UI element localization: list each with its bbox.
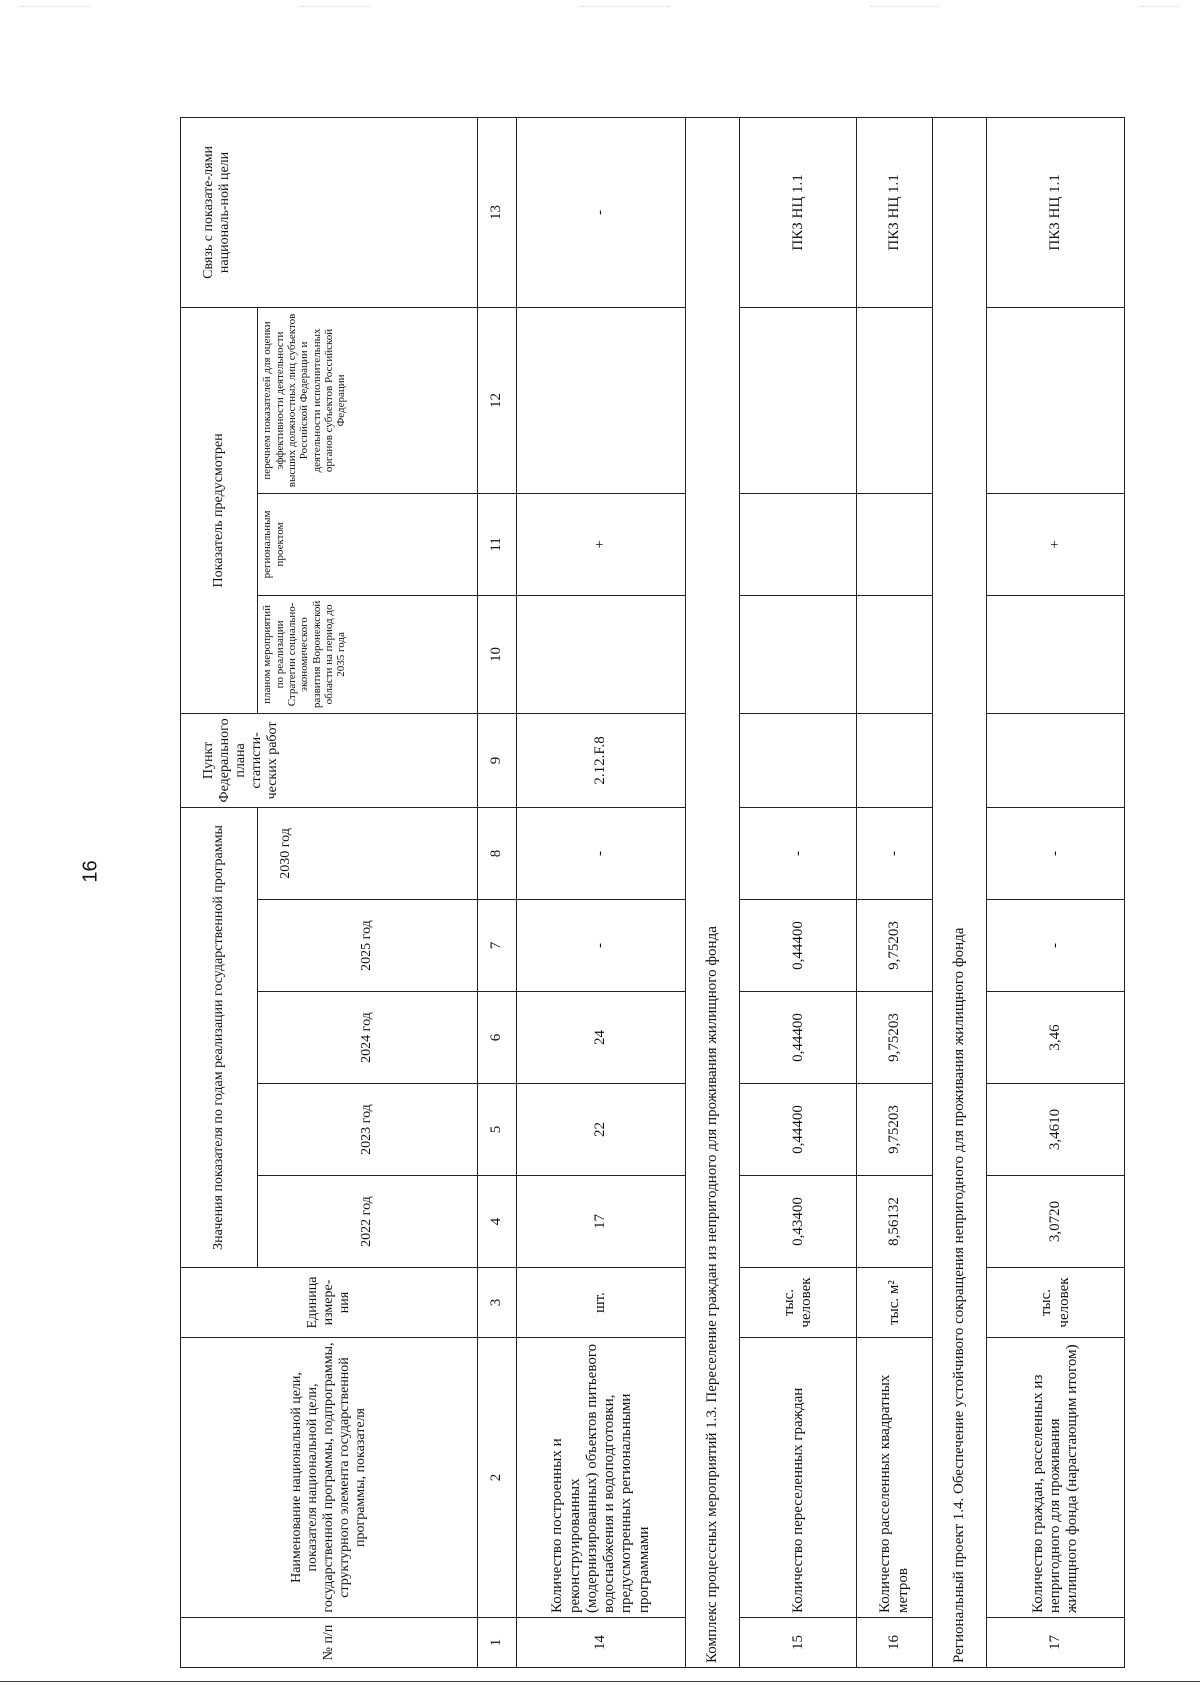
row-link: ПКЗ НЦ 1.1: [740, 117, 857, 307]
row-regional: [856, 493, 932, 595]
row-value-2022: 0,43400: [740, 1176, 857, 1268]
row-name: Количество переселенных граждан: [740, 1338, 857, 1618]
row-value-2024: 0,44400: [740, 992, 857, 1084]
header-unit: Единица измере-ния: [181, 1268, 478, 1338]
row-value-2023: 0,44400: [740, 1084, 857, 1176]
table-row: [516, 117, 686, 1667]
row-name: Количество граждан, расселенных из непригодного для проживания жилищного фонда (нарастающим итогом): [987, 1338, 1125, 1618]
row-evaluation: [516, 307, 686, 493]
column-number: 11: [477, 493, 516, 595]
row-name: Количество расселенных квадратных метров: [856, 1338, 932, 1618]
row-evaluation: [856, 307, 932, 493]
row-strategy: [516, 595, 686, 713]
row-regional: +: [987, 493, 1125, 595]
column-number: 8: [477, 807, 516, 899]
row-strategy: [740, 595, 857, 713]
scan-artifact: [1140, 6, 1180, 15]
section-title: Региональный проект 1.4. Обеспечение устойчивого сокращения непригодного для проживания жилищного фонда: [933, 117, 987, 1667]
column-number: 5: [477, 1084, 516, 1176]
header-num: № п/п: [181, 1618, 478, 1668]
column-number: 2: [477, 1338, 516, 1618]
indicator-table-rotated: [180, 118, 1125, 1668]
header-year-2022: 2022 год: [258, 1176, 477, 1268]
row-value-2025: -: [516, 900, 686, 992]
section-header: [933, 117, 987, 1667]
row-num: 15: [740, 1618, 857, 1668]
column-number: 6: [477, 992, 516, 1084]
column-number: 3: [477, 1268, 516, 1338]
page-bottom-rule: [0, 1681, 1200, 1682]
row-strategy: [987, 595, 1125, 713]
column-number: 7: [477, 900, 516, 992]
row-num: 16: [856, 1618, 932, 1668]
header-strategy-plan: планом мероприятий по реализации Стратегии социально-экономического развития Воронежской области на период до 2035 года: [258, 595, 477, 713]
row-regional: [740, 493, 857, 595]
row-value-2030: -: [856, 807, 932, 899]
row-value-2030: -: [740, 807, 857, 899]
row-federal-plan: 2.12.F.8: [516, 713, 686, 807]
row-value-2025: 9,75203: [856, 900, 932, 992]
row-federal-plan: [740, 713, 857, 807]
row-federal-plan: [987, 713, 1125, 807]
column-number: 10: [477, 595, 516, 713]
row-name: Количество построенных и реконструированных (модернизированных) объектов питьевого водоснабжения и водоподготовки, предусмотренных региональными программами: [516, 1338, 686, 1618]
row-num: 17: [987, 1618, 1125, 1668]
row-value-2022: 8,56132: [856, 1176, 932, 1268]
row-unit: шт.: [516, 1268, 686, 1338]
row-link: ПКЗ НЦ 1.1: [856, 117, 932, 307]
header-federal-plan: Пункт Федерального плана статисти-ческих работ: [181, 713, 478, 807]
header-evaluation-list: перечнем показателей для оценки эффективности деятельности высших должностных лиц субъектов Российской Федерации и деятельности исполнительных органов субъектов Российской Федерации: [258, 307, 477, 493]
row-value-2030: -: [987, 807, 1125, 899]
table-row: [740, 117, 857, 1667]
row-evaluation: [987, 307, 1125, 493]
header-row-1: [181, 117, 258, 1667]
indicator-table: [180, 117, 1125, 1668]
column-number-row: [477, 117, 516, 1667]
row-unit: тыс. человек: [740, 1268, 857, 1338]
page-number: 16: [79, 860, 102, 883]
table-row: [856, 117, 932, 1667]
column-number: 9: [477, 713, 516, 807]
row-value-2030: -: [516, 807, 686, 899]
row-value-2022: 17: [516, 1176, 686, 1268]
table-row: [987, 117, 1125, 1667]
row-value-2024: 24: [516, 992, 686, 1084]
row-link: -: [516, 117, 686, 307]
row-unit: тыс. м²: [856, 1268, 932, 1338]
column-number: 13: [477, 117, 516, 307]
row-link: ПКЗ НЦ 1.1: [987, 117, 1125, 307]
row-regional: +: [516, 493, 686, 595]
row-evaluation: [740, 307, 857, 493]
header-values-group: Значения показателя по годам реализации государственной программы: [181, 807, 258, 1267]
row-value-2023: 9,75203: [856, 1084, 932, 1176]
column-number: 1: [477, 1618, 516, 1668]
header-regional-project: региональным проектом: [258, 493, 477, 595]
scan-artifact: [300, 6, 370, 15]
section-title: Комплекс процессных мероприятий 1.3. Переселение граждан из непригодного для проживания жилищного фонда: [686, 117, 740, 1667]
header-year-2025: 2025 год: [258, 900, 477, 992]
row-value-2024: 3,46: [987, 992, 1125, 1084]
row-unit: тыс. человек: [987, 1268, 1125, 1338]
row-federal-plan: [856, 713, 932, 807]
column-number: 4: [477, 1176, 516, 1268]
row-value-2022: 3,0720: [987, 1176, 1125, 1268]
header-year-2023: 2023 год: [258, 1084, 477, 1176]
column-number: 12: [477, 307, 516, 493]
header-year-2024: 2024 год: [258, 992, 477, 1084]
row-value-2025: -: [987, 900, 1125, 992]
row-value-2023: 3,4610: [987, 1084, 1125, 1176]
header-year-2030: 2030 год: [258, 807, 477, 899]
section-header: [686, 117, 740, 1667]
header-name: Наименование национальной цели, показателя национальной цели, государственной программы, подпрограммы, структурного элемента государственной программы, показателя: [181, 1338, 478, 1618]
scan-artifact: [580, 6, 670, 15]
header-provided-group: Показатель предусмотрен: [181, 307, 258, 713]
row-value-2023: 22: [516, 1084, 686, 1176]
row-value-2024: 9,75203: [856, 992, 932, 1084]
row-strategy: [856, 595, 932, 713]
row-num: 14: [516, 1618, 686, 1668]
header-link: Связь с показате-лями националь-ной цели: [181, 117, 478, 307]
scan-artifact: [870, 6, 940, 15]
scan-artifact: [20, 6, 90, 15]
row-value-2025: 0,44400: [740, 900, 857, 992]
